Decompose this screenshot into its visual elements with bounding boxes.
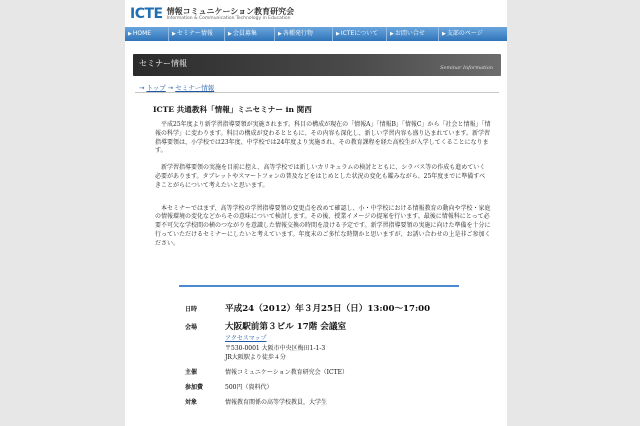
nav-item-branches[interactable]: ▶支部のページ	[442, 30, 483, 37]
arrow-right-icon: ▶	[442, 31, 446, 37]
article-body	[155, 121, 491, 257]
event-venue-address: 〒530-0001 大阪市中央区梅田1-1-3	[225, 345, 326, 352]
event-target-label: 対象	[185, 399, 198, 406]
site-logo[interactable]	[130, 3, 294, 25]
nav-item-contact[interactable]: ▶お問い合せ	[387, 27, 439, 41]
breadcrumb-divider	[135, 92, 499, 93]
event-target-value: 情報教育関係の高等学校教員，大学生	[225, 399, 328, 406]
breadcrumb	[137, 83, 214, 92]
event-venue-label: 会場	[185, 324, 198, 331]
event-host-label: 主催	[185, 369, 198, 376]
main-navigation	[125, 27, 507, 41]
article-paragraph: 新学習指導要領の実施を目前に控え、高等学校では新しいカリキュラムの検討とともに、シラバス等の作成も進めていく必要があります。タブレットやスマートフォンの普及などをはじめとした状況の変化も鑑みながら、25年度までに準備すべきことがらについて考えたいと思います。	[155, 164, 486, 189]
event-venue-access: JR大阪駅より徒歩４分	[225, 354, 286, 361]
arrow-right-icon: ▶	[278, 31, 282, 37]
article-title: ICTE 共通教科「情報」ミニセミナー in 関西	[153, 105, 312, 114]
arrow-right-icon: →	[167, 83, 174, 92]
nav-item-seminar[interactable]: ▶セミナー情報	[169, 27, 225, 41]
event-date-value: 平成24（2012）年３月25日（日）13:00〜17:00	[225, 304, 431, 314]
article-paragraph: 平成25年度より新学習指導要領が実施されます。科目の構成が現在の「情報A」「情報B」「情報C」から「社会と情報」「情報の科学」に変わります。科目の構成が変わるとともに、その内容も深化し、新しい学習内容も盛り込まれています。新学習指導要領は、小学校では23年度、中学校では24年度より実施され、その教育課程を経た高校生が入学してくることになります。	[155, 121, 491, 155]
arrow-right-icon: ▶	[390, 31, 394, 37]
nav-item-publications[interactable]: ▶各種発行物	[275, 27, 333, 41]
arrow-right-icon: →	[139, 83, 145, 92]
breadcrumb-seminar-link[interactable]: セミナー情報	[175, 84, 215, 92]
venue-map-link[interactable]: アクセスマップ	[225, 335, 267, 342]
banner-title: セミナー情報	[139, 59, 187, 68]
logo-text	[167, 7, 295, 22]
arrow-right-icon: ▶	[336, 31, 340, 37]
section-divider	[179, 285, 459, 287]
arrow-right-icon: ▶	[228, 31, 232, 37]
nav-item-membership[interactable]: ▶会員募集	[225, 27, 275, 41]
logo-mark: ICTE	[130, 6, 163, 22]
nav-item-home[interactable]: ▶HOME	[125, 27, 169, 41]
page-container	[125, 0, 507, 426]
arrow-right-icon: ▶	[128, 31, 132, 37]
section-banner	[133, 54, 501, 76]
logo-english-name: Information & Communication Technology in Education	[166, 15, 291, 21]
arrow-right-icon: ▶	[172, 31, 176, 37]
logo-japanese-name: 情報コミュニケーション教育研究会	[166, 6, 295, 16]
event-venue-name: 大阪駅前第３ビル 17階 会議室	[225, 322, 347, 332]
breadcrumb-top-link[interactable]: トップ	[146, 84, 166, 92]
event-date-label: 日時	[185, 306, 198, 313]
nav-item-about[interactable]: ▶ICTEについて	[333, 27, 387, 41]
article-paragraph: 本セミナーではまず、高等学校の学習指導要領の変更点を改めて確認し、小・中学校における情報教育の動向や学校・家庭の情報環境の変化などからその意味について検討します。その後、授業イメージの提案を行います。最後に情報科にとって必要不可欠な学校間の横のつながりを意識した情報交換の時間を設ける予定です。新学習指導要領の実施に向けた準備を十分に行っていただけるセミナーにしたいと考えています。年度末のご多忙な時期かと思いますが、お誘い合わせの上是非ご参加ください。	[155, 204, 491, 247]
banner-subtitle: Seminar Information	[440, 65, 493, 71]
event-host-value: 情報コミュニケーション教育研究会（ICTE）	[225, 369, 348, 376]
event-fee-label: 参加費	[185, 384, 204, 391]
event-fee-value: 500円（資料代）	[225, 384, 273, 391]
